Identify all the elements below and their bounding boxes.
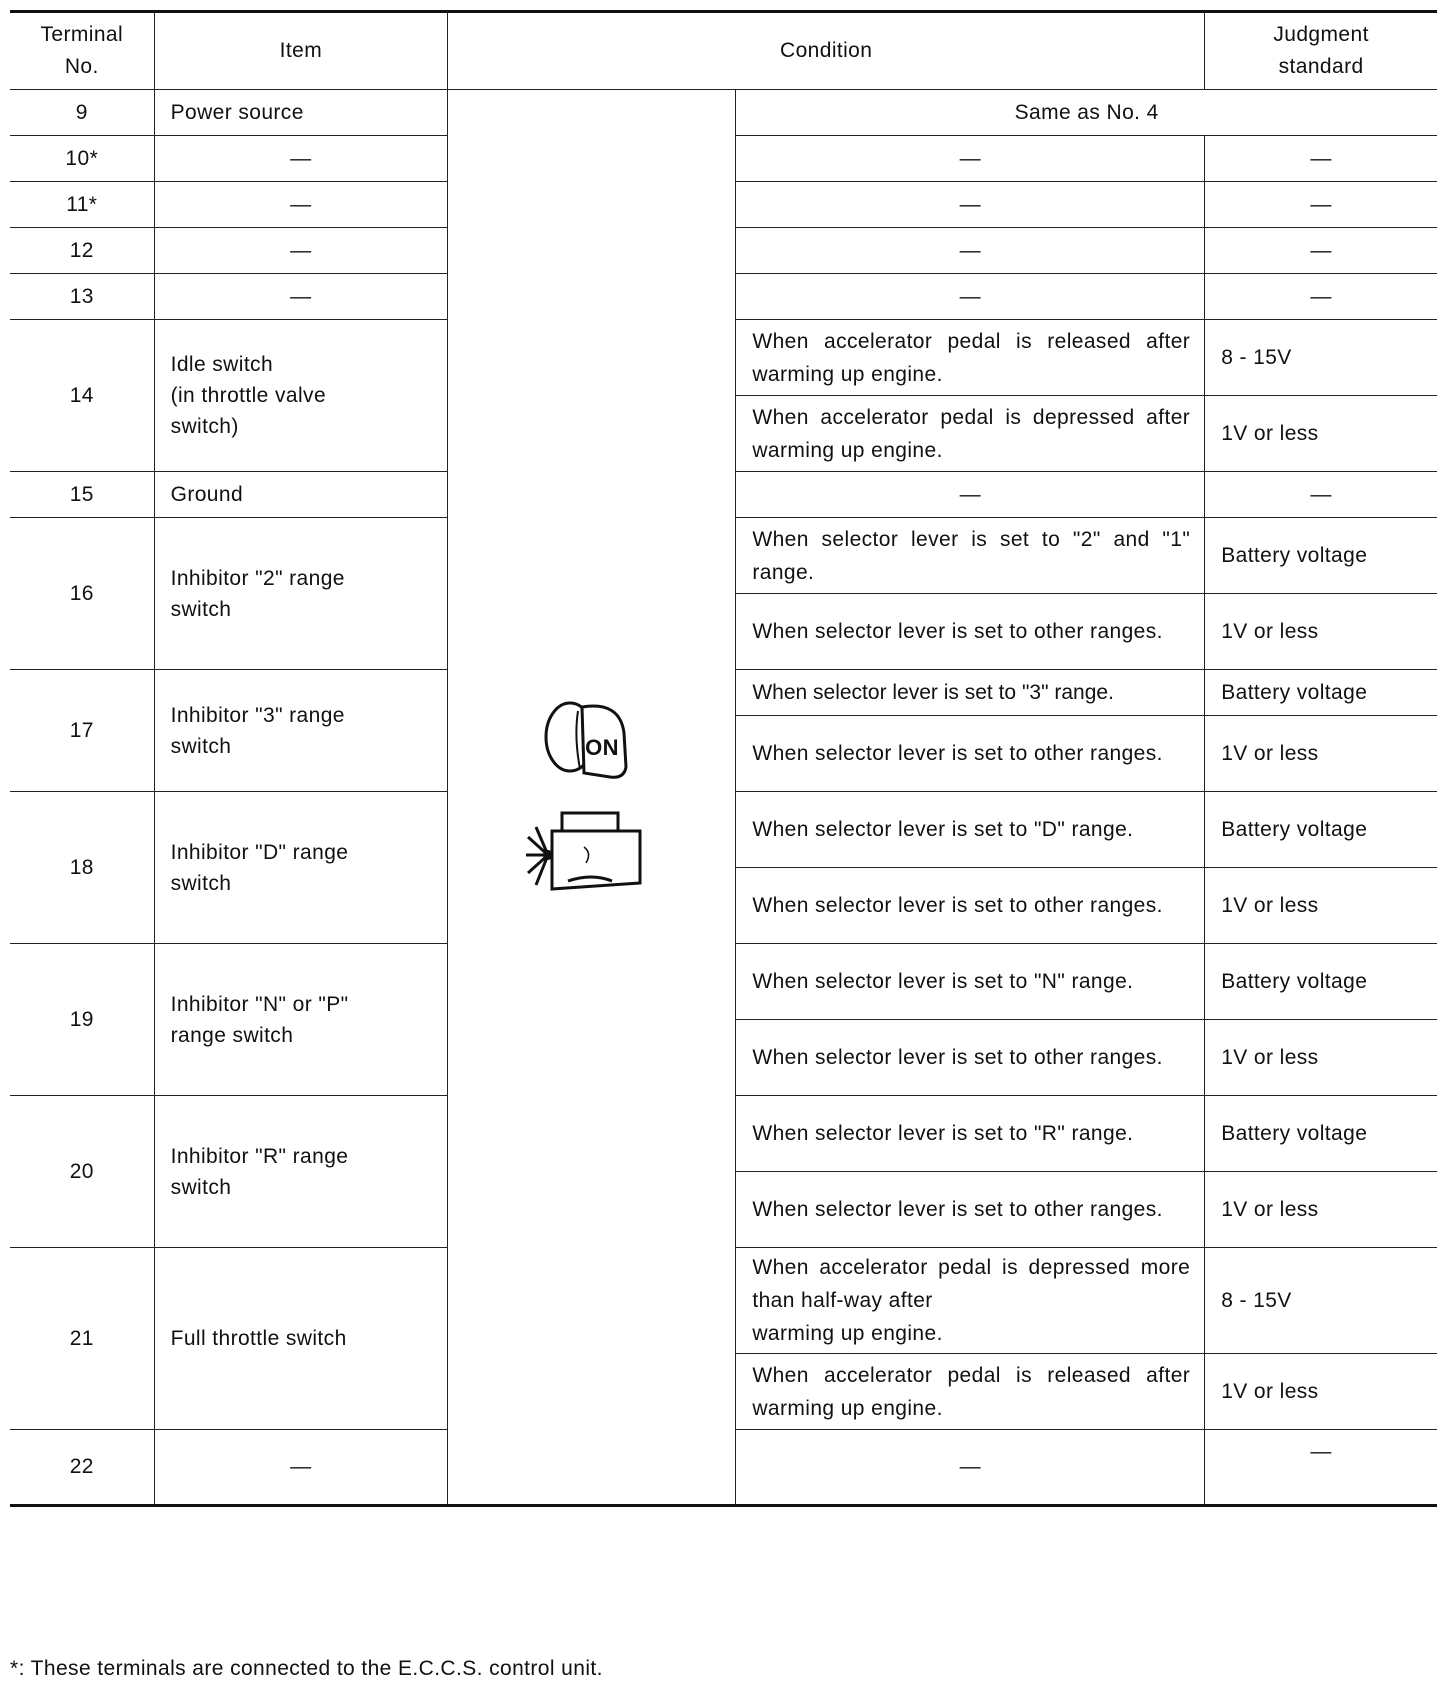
engine-running-icon [526,813,640,889]
standard-cell: — [1205,136,1437,182]
standard-cell: 1V or less [1205,716,1437,792]
condition-cell: — [736,1430,1205,1506]
standard-cell: 1V or less [1205,868,1437,944]
standard-cell: Battery voltage [1205,670,1437,716]
item-cell: Full throttle switch [154,1248,448,1430]
item-cell: — [154,228,448,274]
terminal-cell: 11* [10,182,154,228]
condition-cell: When selector lever is set to other ranges. [736,716,1205,792]
standard-cell: Battery voltage [1205,1096,1437,1172]
condition-cell: — [736,274,1205,320]
item-cell: — [154,136,448,182]
terminal-cell: 17 [10,670,154,792]
condition-cell: When selector lever is set to "N" range. [736,944,1205,1020]
standard-cell: — [1205,274,1437,320]
standard-cell: Battery voltage [1205,518,1437,594]
terminal-cell: 13 [10,274,154,320]
condition-cell: — [736,182,1205,228]
condition-icon-cell [448,90,736,1506]
condition-text: When accelerator pedal is depressed more than half-way after warming up engine. [752,1256,1191,1345]
header-condition: Condition [448,12,1205,90]
standard-cell: — [1205,472,1437,518]
condition-cell-merged: Same as No. 4 [736,90,1437,136]
standard-cell: — [1205,182,1437,228]
condition-cell: When selector lever is set to "D" range. [736,792,1205,868]
ignition-key-on-icon [546,703,626,777]
condition-cell: — [736,472,1205,518]
condition-cell: When selector lever is set to other ranges. [736,868,1205,944]
header-terminal-no-text: Terminal No. [40,23,124,78]
standard-cell: 1V or less [1205,1354,1437,1430]
condition-cell: When selector lever is set to "3" range. [736,670,1205,716]
standard-cell: 1V or less [1205,1020,1437,1096]
terminal-cell: 18 [10,792,154,944]
terminal-cell: 16 [10,518,154,670]
condition-cell: When accelerator pedal is depressed after warming up engine. [736,396,1205,472]
item-text: Inhibitor "3" range switch [170,703,345,758]
item-cell: — [154,1430,448,1506]
standard-cell: — [1205,1430,1437,1506]
condition-cell: When selector lever is set to "2" and "1" range. [736,518,1205,594]
item-text: Idle switch (in throttle valve switch) [170,353,327,438]
standard-cell: — [1205,228,1437,274]
standard-cell: 8 - 15V [1205,320,1437,396]
item-cell [154,792,448,944]
header-row [10,12,1437,90]
terminal-cell: 12 [10,228,154,274]
item-cell [154,1096,448,1248]
item-cell [154,944,448,1096]
standard-cell: 8 - 15V [1205,1248,1437,1354]
header-judgment-standard [1205,12,1437,90]
item-cell [154,518,448,670]
standard-cell: 1V or less [1205,1172,1437,1248]
item-cell: — [154,182,448,228]
condition-cell: When selector lever is set to other ranges. [736,594,1205,670]
header-judgment-standard-text: Judgment standard [1273,23,1369,78]
item-text: Inhibitor "N" or "P" range switch [170,992,349,1047]
standard-cell: 1V or less [1205,594,1437,670]
condition-cell [736,1248,1205,1354]
terminal-cell: 19 [10,944,154,1096]
terminal-cell: 21 [10,1248,154,1430]
condition-cell: When accelerator pedal is released after warming up engine. [736,1354,1205,1430]
condition-cell: When selector lever is set to other ranges. [736,1172,1205,1248]
item-cell: Ground [154,472,448,518]
table-row [10,90,1437,136]
footnote: *: These terminals are connected to the E.C.C.S. control unit. [10,1657,603,1680]
item-cell [154,320,448,472]
item-cell: Power source [154,90,448,136]
item-cell: — [154,274,448,320]
condition-icons [522,697,662,897]
terminal-cell: 22 [10,1430,154,1506]
condition-cell: — [736,136,1205,182]
condition-cell: When selector lever is set to other ranges. [736,1020,1205,1096]
terminal-cell: 20 [10,1096,154,1248]
header-item: Item [154,12,448,90]
terminal-cell: 10* [10,136,154,182]
standard-cell: 1V or less [1205,396,1437,472]
standard-cell: Battery voltage [1205,944,1437,1020]
standard-cell: Battery voltage [1205,792,1437,868]
ignition-key-label: ON [584,735,619,760]
terminal-cell: 14 [10,320,154,472]
header-terminal-no [10,12,154,90]
item-cell [154,670,448,792]
terminal-cell: 15 [10,472,154,518]
terminal-cell: 9 [10,90,154,136]
item-text: Inhibitor "R" range switch [170,1144,349,1199]
condition-cell: When accelerator pedal is released after warming up engine. [736,320,1205,396]
item-text: Inhibitor "2" range switch [170,566,345,621]
condition-cell: — [736,228,1205,274]
terminal-table [10,10,1437,1507]
item-text: Inhibitor "D" range switch [170,840,349,895]
condition-cell: When selector lever is set to "R" range. [736,1096,1205,1172]
